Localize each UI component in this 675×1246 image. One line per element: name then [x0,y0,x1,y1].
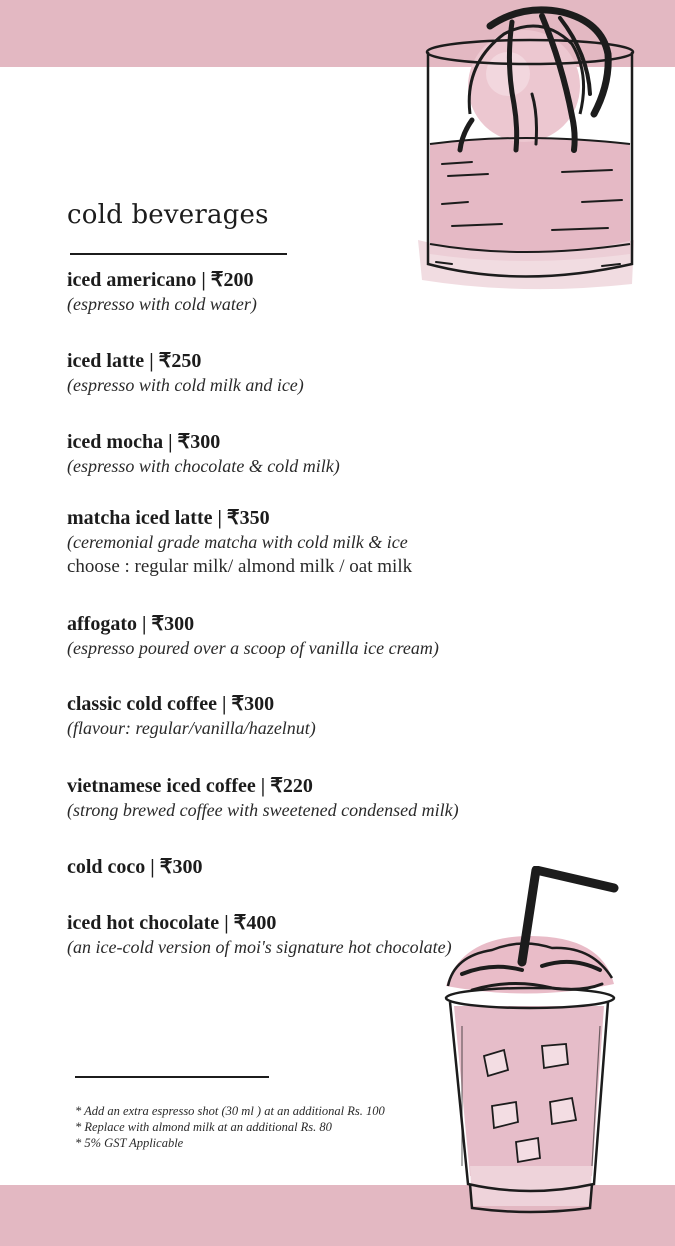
menu-item-vietnamese-iced-coffee [67,774,459,822]
item-milk-choice: choose : regular milk/ almond milk / oat milk [67,556,413,577]
item-name: iced hot chocolate | ₹400 [67,912,277,934]
item-name: matcha iced latte | ₹350 [67,507,270,529]
iced-chocolate-cup-illustration [432,866,632,1216]
footnote-extra-shot: * Add an extra espresso shot (30 ml ) at an additional Rs. 100 [75,1104,385,1118]
ice-cream-glass-illustration [412,4,642,296]
menu-item-classic-cold-coffee [67,692,316,740]
menu-item-cold-coco [67,855,202,879]
menu-item-iced-mocha [67,430,340,478]
notes-divider [75,1076,269,1078]
section-title: cold beverages [67,200,269,230]
item-name: vietnamese iced coffee | ₹220 [67,775,313,797]
item-description: (espresso with cold water) [67,294,257,314]
item-description: (ceremonial grade matcha with cold milk & ice [67,532,408,552]
item-name: affogato | ₹300 [67,613,195,635]
footnote-almond-milk: * Replace with almond milk at an additional Rs. 80 [75,1120,332,1134]
item-description: (strong brewed coffee with sweetened condensed milk) [67,800,459,820]
menu-item-iced-hot-chocolate [67,911,452,959]
footnotes [75,1103,385,1151]
item-name: classic cold coffee | ₹300 [67,693,275,715]
item-description: (flavour: regular/vanilla/hazelnut) [67,718,316,738]
footnote-gst: * 5% GST Applicable [75,1136,184,1150]
menu-item-matcha-iced-latte [67,506,412,579]
item-name: cold coco | ₹300 [67,856,203,878]
item-description: (espresso poured over a scoop of vanilla ice cream) [67,638,439,658]
item-name: iced americano | ₹200 [67,269,254,291]
item-name: iced latte | ₹250 [67,350,202,372]
item-description: (espresso with cold milk and ice) [67,375,304,395]
item-name: iced mocha | ₹300 [67,431,221,453]
menu-item-affogato [67,612,439,660]
title-underline [70,253,287,255]
item-description: (espresso with chocolate & cold milk) [67,456,340,476]
menu-item-iced-latte [67,349,304,397]
menu-item-iced-americano [67,268,257,316]
item-description: (an ice-cold version of moi's signature hot chocolate) [67,937,452,957]
